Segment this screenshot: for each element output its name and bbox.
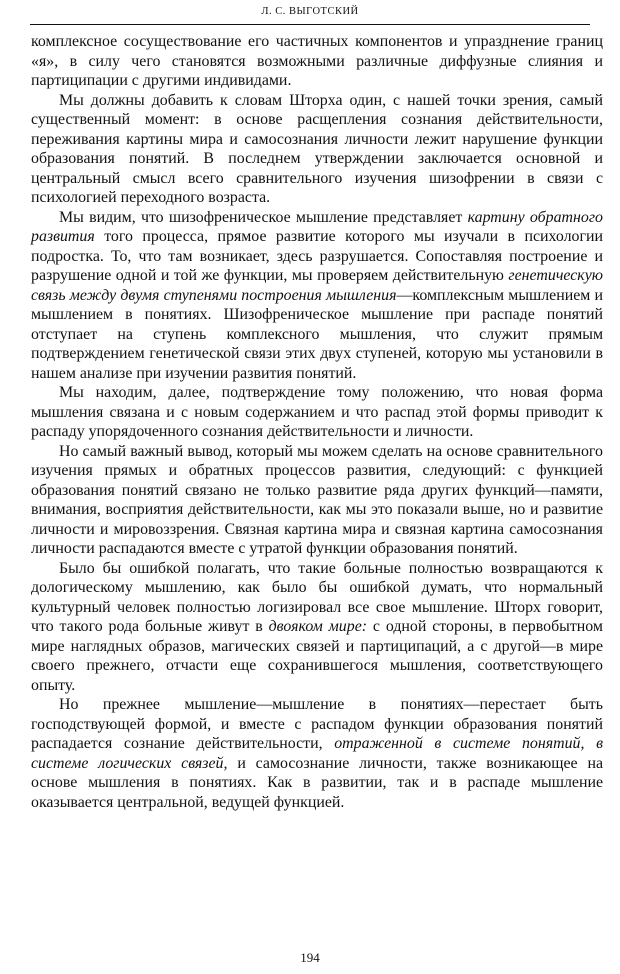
italic-text: генетическую связь между двумя ступенями построения мышления [31, 267, 603, 304]
paragraph [31, 383, 603, 442]
italic-text: отраженной в системе понятий, в системе логических связей, [31, 735, 603, 772]
text-run: Было бы ошибкой полагать, что такие больные полностью возвращаются к дологическому мышлению, как было бы ошибкой думать, что нормальный культурный человек полностью логизировал все свое мышление. Шторх говорит, что такого рода больные живут в [31, 559, 603, 635]
paragraph [31, 91, 603, 208]
italic-text: двояком мире: [268, 618, 368, 635]
text-run: —комплексным мышлением и мышлением в понятиях. Шизофреническое мышление при распаде понятий отступает на ступень комплексного мышления, что служит прямым подтверждением генетической связи этих двух ступеней, которую мы установили в нашем анализе при изучении развития понятий. [31, 286, 603, 382]
text-run: Но самый важный вывод, который мы можем сделать на основе сравнительного изучения прямых и обратных процессов развития, следующий: с функцией образования понятий связано не только развитие ряда других функций—памяти, внимания, восприятия действительности, как мы это показали выше, но и развитие личности и мировоззрения. Связная картина мира и связная картина самосознания личности распадаются вместе с утратой функции образования понятий. [31, 442, 603, 557]
text-run: с одной стороны, в первобытном мире наглядных образов, магических связей и партиципаций, а с другой—в мире своего прежнего, отчасти еще сохранившегося мышления, соответствующего опыту. [31, 618, 603, 694]
paragraph [31, 208, 603, 384]
text-run: того процесса, прямое развитие которого мы изучали в психологии подростка. То, что там возникает, здесь разрушается. Сопоставляя построение и разрушение одной и той же функции, мы проверяем действительную [31, 228, 603, 284]
text-run: Но прежнее мышление—мышление в понятиях—перестает быть господствующей формой, и вместе с распадом функции образования понятий распадается сознание действительности, [31, 696, 603, 752]
text-run: Мы видим, что шизофреническое мышление представляет [59, 208, 468, 226]
paragraph [31, 695, 603, 812]
italic-text: картину обратного развития [31, 208, 603, 245]
text-run: Мы должны добавить к словам Шторха один, с нашей точки зрения, самый существенный момент: в основе расщепления сознания действительности, переживания картины мира и самосознания личности лежит нарушение функции образования понятий. В последнем утверждении заключается основной и центральный смысл всего сравнительного изучения шизофрении в связи с психологией переходного возраста. [31, 91, 603, 206]
text-run: комплексное сосуществование его частичных компонентов и упразднение границ «я», в силу чего становятся возможными различные диффузные слияния и партиципации с другими индивидами. [31, 33, 603, 89]
paragraph [31, 442, 603, 559]
header-rule [30, 24, 590, 25]
paragraph [31, 559, 603, 696]
running-head: Л. С. ВЫГОТСКИЙ [261, 6, 359, 17]
paragraph [31, 32, 603, 91]
page-number: 194 [300, 950, 320, 965]
text-run: и самосознание личности, также возникающее на основе мышления в понятиях. Как в развитии, так и в распаде мышление оказывается центральной, ведущей функцией. [31, 754, 604, 811]
text-run: Мы находим, далее, подтверждение тому положению, что новая форма мышления связана и с новым содержанием и что распад этой формы приводит к распаду упорядоченного сознания действительности и личности. [31, 384, 603, 440]
body-text [31, 32, 603, 812]
